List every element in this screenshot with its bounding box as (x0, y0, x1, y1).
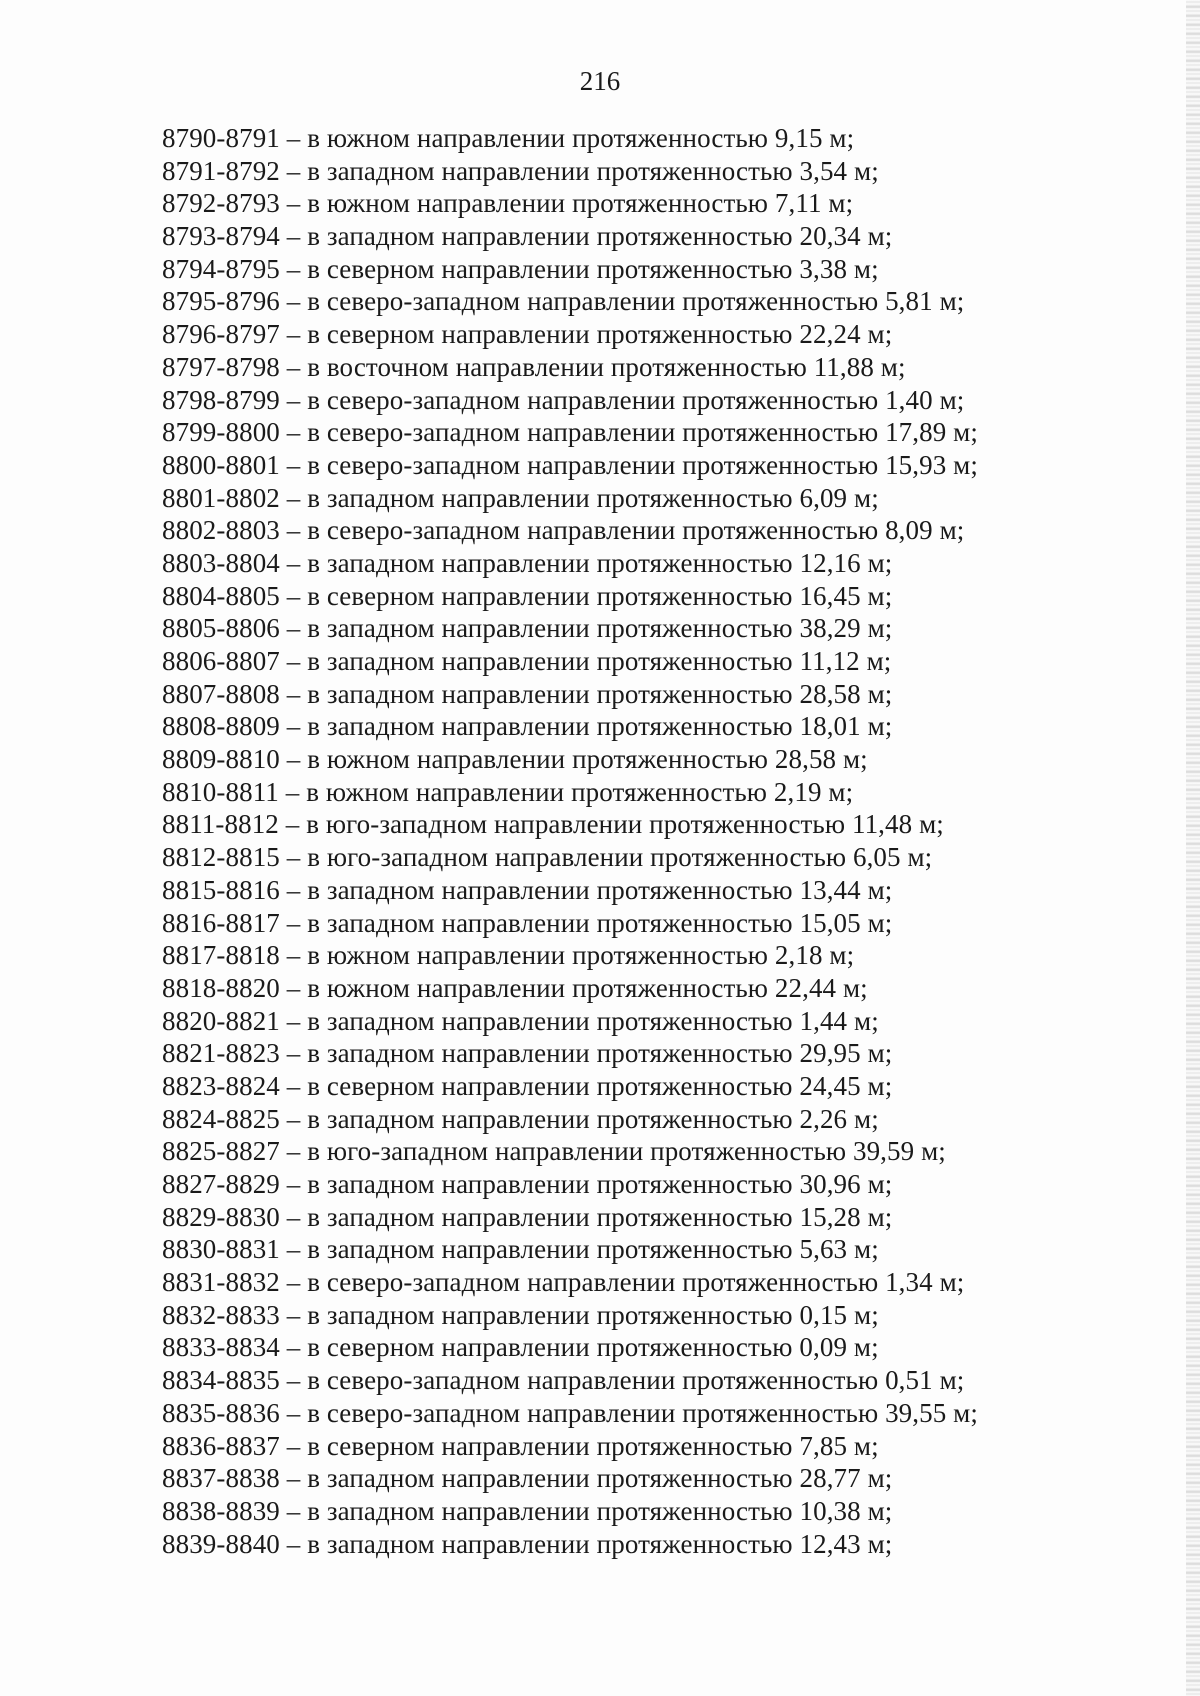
boundary-segment-line: 8806-8807 – в западном направлении протяженностью 11,12 м; (162, 646, 892, 676)
boundary-segment-line: 8802-8803 – в северо-западном направлении протяженностью 8,09 м; (162, 515, 965, 546)
page-number: 216 (579, 66, 621, 96)
boundary-segment-line: 8818-8820 – в южном направлении протяженностью 22,44 м; (162, 972, 868, 1003)
boundary-segment-line: 8803-8804 – в западном направлении протяженностью 12,16 м; (162, 547, 893, 578)
boundary-segment-line: 8821-8823 – в западном направлении протяженностью 29,95 м; (162, 1038, 893, 1069)
boundary-segment-line: 8823-8824 – в северном направлении протяженностью 24,45 м; (162, 1070, 893, 1101)
boundary-segment-line: 8798-8799 – в северо-западном направлении протяженностью 1,40 м; (162, 384, 965, 415)
boundary-segment-line: 8800-8801 – в северо-западном направлении протяженностью 15,93 м; (162, 449, 978, 480)
boundary-segment-line: 8816-8817 – в западном направлении протяженностью 15,05 м; (162, 907, 893, 938)
boundary-segment-line: 8829-8830 – в западном направлении протяженностью 15,28 м; (162, 1201, 893, 1232)
boundary-segment-list (162, 122, 1062, 1560)
boundary-segment-line: 8820-8821 – в западном направлении протяженностью 1,44 м; (162, 1005, 879, 1036)
boundary-segment-line: 8836-8837 – в северном направлении протяженностью 7,85 м; (162, 1430, 879, 1461)
boundary-segment-line: 8805-8806 – в западном направлении протяженностью 38,29 м; (162, 613, 893, 644)
boundary-segment-line: 8835-8836 – в северо-западном направлении протяженностью 39,55 м; (162, 1397, 978, 1428)
boundary-segment-line: 8831-8832 – в северо-западном направлении протяженностью 1,34 м; (162, 1267, 965, 1298)
boundary-segment-line: 8801-8802 – в западном направлении протяженностью 6,09 м; (162, 482, 879, 513)
boundary-segment-line: 8837-8838 – в западном направлении протяженностью 28,77 м; (162, 1463, 893, 1494)
boundary-segment-line: 8834-8835 – в северо-западном направлении протяженностью 0,51 м; (162, 1365, 965, 1396)
boundary-segment-line: 8825-8827 – в юго-западном направлении протяженностью 39,59 м; (162, 1136, 946, 1167)
scan-edge-artifact (1186, 0, 1200, 1696)
boundary-segment-line: 8799-8800 – в северо-западном направлении протяженностью 17,89 м; (162, 417, 978, 448)
boundary-segment-line: 8839-8840 – в западном направлении протяженностью 12,43 м; (162, 1528, 893, 1559)
boundary-segment-line: 8808-8809 – в западном направлении протяженностью 18,01 м; (162, 711, 893, 742)
boundary-segment-line: 8791-8792 – в западном направлении протяженностью 3,54 м; (162, 155, 879, 186)
boundary-segment-line: 8812-8815 – в юго-западном направлении протяженностью 6,05 м; (162, 842, 933, 873)
boundary-segment-line: 8809-8810 – в южном направлении протяженностью 28,58 м; (162, 744, 868, 775)
boundary-segment-line: 8792-8793 – в южном направлении протяженностью 7,11 м; (162, 188, 854, 219)
boundary-segment-line: 8807-8808 – в западном направлении протяженностью 28,58 м; (162, 678, 893, 709)
boundary-segment-line: 8797-8798 – в восточном направлении протяженностью 11,88 м; (162, 351, 906, 382)
boundary-segment-line: 8790-8791 – в южном направлении протяженностью 9,15 м; (162, 123, 855, 153)
boundary-segment-line: 8817-8818 – в южном направлении протяженностью 2,18 м; (162, 940, 855, 971)
boundary-segment-line: 8833-8834 – в северном направлении протяженностью 0,09 м; (162, 1332, 879, 1363)
boundary-segment-line: 8838-8839 – в западном направлении протяженностью 10,38 м; (162, 1495, 893, 1526)
boundary-segment-line: 8794-8795 – в северном направлении протяженностью 3,38 м; (162, 253, 879, 284)
boundary-segment-line: 8810-8811 – в южном направлении протяженностью 2,19 м; (162, 776, 854, 807)
boundary-segment-line: 8796-8797 – в северном направлении протяженностью 22,24 м; (162, 319, 893, 350)
boundary-segment-line: 8811-8812 – в юго-западном направлении протяженностью 11,48 м; (162, 809, 944, 840)
boundary-segment-line: 8830-8831 – в западном направлении протяженностью 5,63 м; (162, 1234, 879, 1265)
boundary-segment-line: 8795-8796 – в северо-западном направлении протяженностью 5,81 м; (162, 286, 965, 317)
boundary-segment-line: 8827-8829 – в западном направлении протяженностью 30,96 м; (162, 1169, 893, 1199)
boundary-segment-line: 8832-8833 – в западном направлении протяженностью 0,15 м; (162, 1299, 879, 1330)
boundary-segment-line: 8824-8825 – в западном направлении протяженностью 2,26 м; (162, 1103, 879, 1134)
boundary-segment-line: 8804-8805 – в северном направлении протяженностью 16,45 м; (162, 580, 893, 611)
boundary-segment-line: 8815-8816 – в западном направлении протяженностью 13,44 м; (162, 874, 893, 905)
boundary-segment-line: 8793-8794 – в западном направлении протяженностью 20,34 м; (162, 221, 893, 252)
